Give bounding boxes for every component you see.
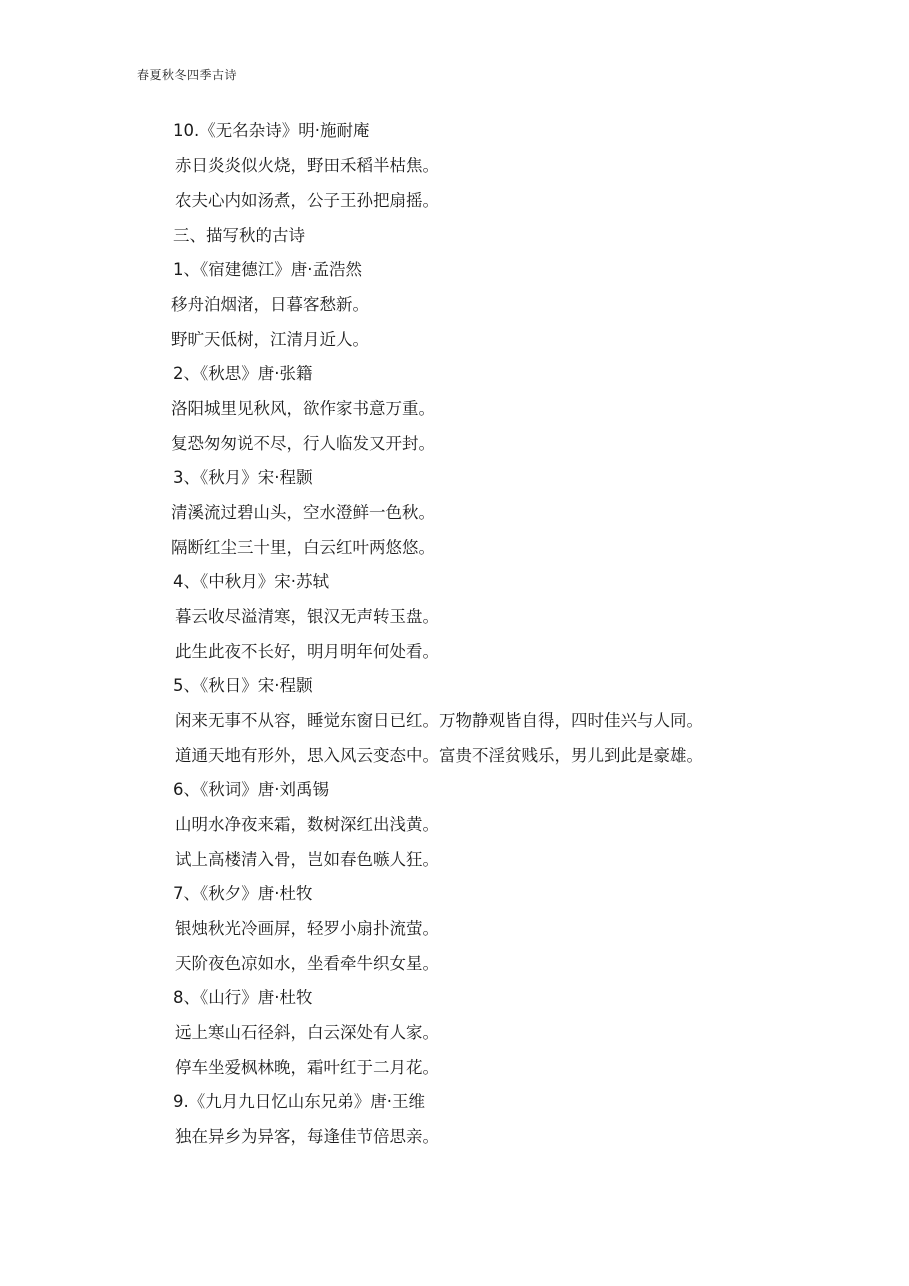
poem-title-line: 8、《山行》唐·杜牧 [173, 988, 313, 1007]
poem-verse-line: 此生此夜不长好，明月明年何处看。 [175, 642, 439, 661]
poem-verse-line: 移舟泊烟渚，日暮客愁新。 [171, 295, 369, 314]
poem-verse-line: 洛阳城里见秋风，欲作家书意万重。 [171, 399, 435, 418]
poem-title-line: 6、《秋词》唐·刘禹锡 [173, 780, 329, 799]
poem-title-line: 7、《秋夕》唐·杜牧 [173, 884, 313, 903]
poem-verse-line: 天阶夜色凉如水，坐看牵牛织女星。 [175, 954, 439, 973]
poem-verse-line: 独在异乡为异客，每逢佳节倍思亲。 [175, 1127, 439, 1146]
page-header-title: 春夏秋冬四季古诗 [137, 68, 238, 82]
poem-title-line: 2、《秋思》唐·张籍 [173, 364, 313, 383]
poem-verse-line: 野旷天低树，江清月近人。 [171, 330, 369, 349]
poem-verse-line: 赤日炎炎似火烧，野田禾稻半枯焦。 [175, 156, 439, 175]
poem-title-line: 3、《秋月》宋·程颢 [173, 468, 313, 487]
poem-verse-line: 暮云收尽溢清寒，银汉无声转玉盘。 [175, 607, 439, 626]
poem-title-line: 1、《宿建德江》唐·孟浩然 [173, 260, 362, 279]
poem-verse-line: 闲来无事不从容，睡觉东窗日已红。万物静观皆自得，四时佳兴与人同。 [175, 711, 703, 730]
poem-verse-line: 清溪流过碧山头，空水澄鲜一色秋。 [171, 503, 435, 522]
poem-verse-line: 停车坐爱枫林晚，霜叶红于二月花。 [175, 1058, 439, 1077]
poem-verse-line: 试上高楼清入骨，岂如春色嗾人狂。 [175, 850, 439, 869]
poem-verse-line: 隔断红尘三十里，白云红叶两悠悠。 [171, 538, 435, 557]
poem-verse-line: 远上寒山石径斜，白云深处有人家。 [175, 1023, 439, 1042]
section-heading: 三、描写秋的古诗 [173, 226, 305, 245]
poem-title-line: 10.《无名杂诗》明·施耐庵 [173, 121, 370, 140]
poem-verse-line: 银烛秋光冷画屏，轻罗小扇扑流萤。 [175, 919, 439, 938]
poem-title-line: 4、《中秋月》宋·苏轼 [173, 572, 329, 591]
poem-verse-line: 山明水净夜来霜，数树深红出浅黄。 [175, 815, 439, 834]
poem-title-line: 9.《九月九日忆山东兄弟》唐·王维 [173, 1092, 425, 1111]
poem-title-line: 5、《秋日》宋·程颢 [173, 676, 313, 695]
poem-verse-line: 道通天地有形外，思入风云变态中。富贵不淫贫贱乐，男儿到此是豪雄。 [175, 746, 703, 765]
poem-verse-line: 复恐匆匆说不尽，行人临发又开封。 [171, 434, 435, 453]
poem-verse-line: 农夫心内如汤煮，公子王孙把扇摇。 [175, 191, 439, 210]
